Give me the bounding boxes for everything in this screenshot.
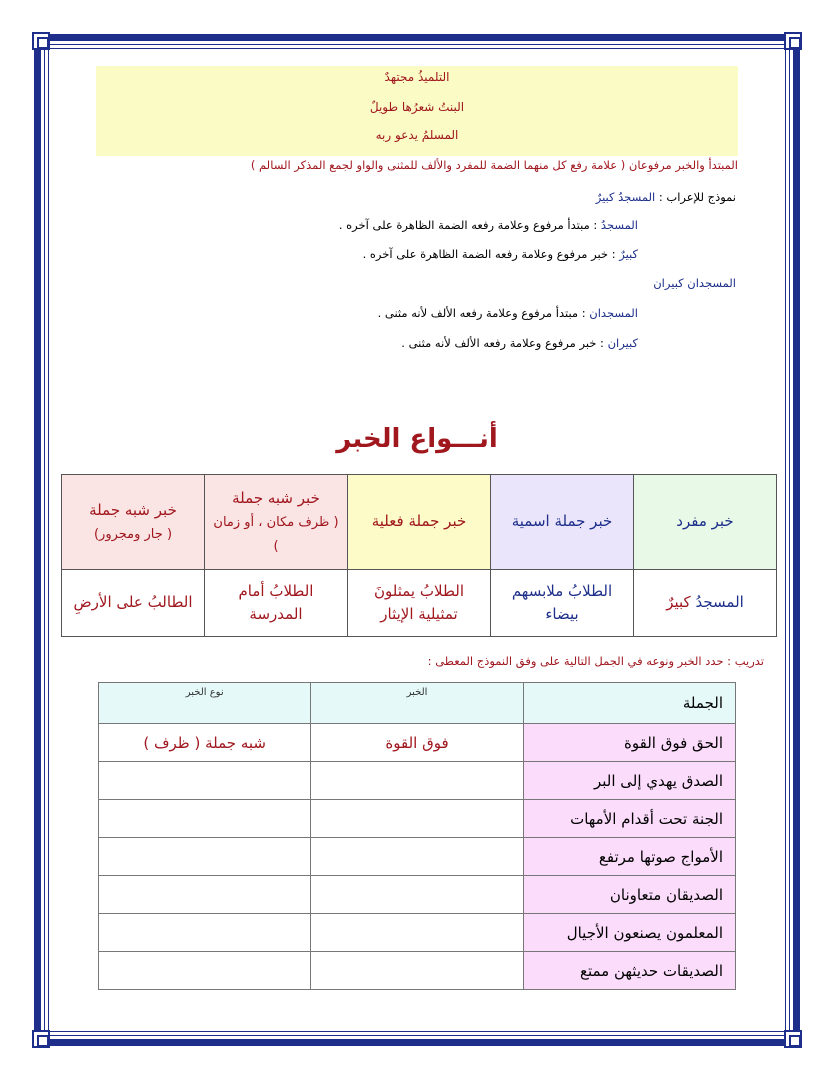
predicate-cell[interactable]: فوق القوة [311,724,523,762]
type-header: خبر جملة اسمية [491,475,634,570]
type-header: خبر جملة فعلية [348,475,491,570]
example-sentence: التلميذُ مجتهدٌ [384,70,450,84]
parsing-text: : خبر مرفوع وعلامة رفعه الألف لأنه مثنى . [401,336,604,350]
examples-box [96,66,738,156]
parsed-word: المسجدان [589,306,638,320]
table-row [99,800,736,838]
table-row [99,838,736,876]
sentence-cell: الحق فوق القوة [523,724,735,762]
column-header-type: نوع الخبر [99,683,311,724]
corner-ornament [784,1030,802,1048]
exercise-table [98,682,736,990]
parsed-word: المسجدُ [600,218,638,232]
example-sentence: المسلمُ يدعو ربه [375,128,459,142]
exercise-instruction: تدريب : حدد الخبر ونوعه في الجمل التالية على وفق النموذج المعطى : [427,654,764,668]
sentence-cell: الصديقان متعاونان [523,876,735,914]
type-example: الطلابُ أمام المدرسة [205,570,348,637]
parsing-line [401,336,638,350]
type-example: الطلابُ ملابسهم بيضاء [491,570,634,637]
type-example: الطلابُ يمثلونَ تمثيلية الإيثار [348,570,491,637]
parsing-model-heading [596,190,736,204]
type-header: خبر شبه جملة ( ظرف مكان ، أو زمان ) [205,475,348,570]
type-cell[interactable]: شبه جملة ( ظرف ) [99,724,311,762]
type-cell[interactable] [99,838,311,876]
type-example: المسجدُ كبيرٌ [634,570,777,637]
predicate-cell[interactable] [311,800,523,838]
parsing-text: : خبر مرفوع وعلامة رفعه الضمة الظاهرة على آخره . [362,247,616,261]
type-note: ( ظرف مكان ، أو زمان ) [213,515,339,554]
predicate-cell[interactable] [311,914,523,952]
type-cell[interactable] [99,800,311,838]
parsing-line [378,306,638,320]
type-header: خبر شبه جملة ( جار ومجرور) [62,475,205,570]
column-header-predicate: الخبر [311,683,523,724]
predicate-cell[interactable] [311,952,523,990]
predicate-types-table [61,474,777,637]
table-row [99,762,736,800]
model-label: نموذج للإعراب : [658,190,736,204]
parsing-line [363,247,638,261]
sentence-cell: المعلمون يصنعون الأجيال [523,914,735,952]
column-header-sentence: الجملة [523,683,735,724]
predicate-cell[interactable] [311,838,523,876]
type-cell[interactable] [99,762,311,800]
dual-sentence: المسجدان كبيران [653,276,736,290]
sentence-cell: الجنة تحت أقدام الأمهات [523,800,735,838]
example-sentence: البنتُ شعرُها طويلٌ [369,100,465,114]
predicate-cell[interactable] [311,876,523,914]
type-cell[interactable] [99,914,311,952]
table-row [99,952,736,990]
model-sentence: المسجدُ كبيرٌ [595,190,656,204]
sentence-cell: الصدق يهدي إلى البر [523,762,735,800]
sentence-cell: الأمواج صوتها مرتفع [523,838,735,876]
predicate-cell[interactable] [311,762,523,800]
corner-ornament [32,32,50,50]
corner-ornament [32,1030,50,1048]
type-cell[interactable] [99,952,311,990]
rule-text: المبتدأ والخبر مرفوعان ( علامة رفع كل منهما الضمة للمفرد والألف للمثنى والواو لجمع المذكر السالم ) [250,158,738,172]
table-row [99,914,736,952]
parsed-word: كبيرٌ [619,247,638,261]
parsing-text: : مبتدأ مرفوع وعلامة رفعه الضمة الظاهرة على آخره . [338,218,598,232]
type-example: الطالبُ على الأرضِ [62,570,205,637]
table-row [99,724,736,762]
parsing-line [339,218,638,232]
type-header: خبر مفرد [634,475,777,570]
corner-ornament [784,32,802,50]
parsing-text: : مبتدأ مرفوع وعلامة رفعه الألف لأنه مثنى . [377,306,586,320]
section-title: أنـــواع الخبر [336,424,498,454]
table-row [99,876,736,914]
parsed-word: كبيران [607,336,638,350]
sentence-cell: الصديقات حديثهن ممتع [523,952,735,990]
type-note: ( جار ومجرور) [93,527,173,542]
type-cell[interactable] [99,876,311,914]
